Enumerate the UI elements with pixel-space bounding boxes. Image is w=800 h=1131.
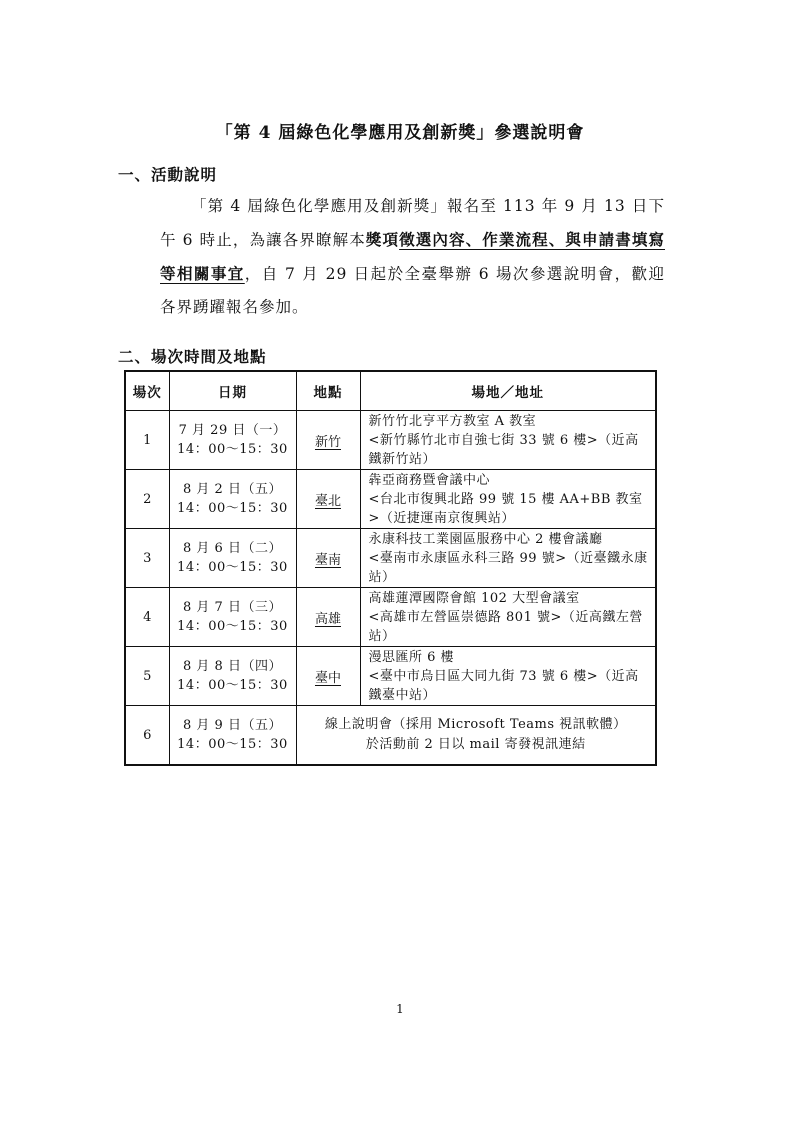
session-datetime (169, 588, 296, 647)
header-city: 地點 (296, 371, 360, 411)
session-date: 8 月 6 日（二） (183, 541, 282, 556)
session-city (296, 411, 360, 470)
session-venue (360, 411, 656, 470)
session-date: 8 月 8 日（四） (183, 659, 282, 674)
description-text-a: 「第 4 屆綠色化學應用及創新獎」報名至 113 年 9 月 13 日下午 6 時止，為讓各界瞭解本 (160, 197, 665, 249)
table-row (125, 588, 656, 647)
session-datetime (169, 411, 296, 470)
session-datetime (169, 529, 296, 588)
city-label: 臺北 (314, 493, 341, 509)
session-number: 2 (125, 470, 169, 529)
description-text-b: ，自 7 月 29 日起於全臺舉辦 6 場次參選說明會，歡迎各界踴躍報名參加。 (160, 265, 665, 316)
session-date: 7 月 29 日（一） (178, 423, 287, 438)
city-label: 臺中 (314, 670, 341, 686)
session-number: 6 (125, 706, 169, 766)
session-time: 14：00～15：30 (177, 560, 288, 575)
session-date: 8 月 2 日（五） (183, 482, 282, 497)
session-datetime (169, 470, 296, 529)
session-datetime (169, 647, 296, 706)
table-row-online (125, 706, 656, 766)
venue-name: 高雄蓮潭國際會館 102 大型會議室 (368, 590, 580, 606)
venue-name: 新竹竹北亨平方教室 A 教室 (368, 413, 537, 429)
session-venue (360, 470, 656, 529)
table-row (125, 411, 656, 470)
session-venue (360, 588, 656, 647)
page-title: 「第 4 屆綠色化學應用及創新獎」參選說明會 (215, 123, 585, 143)
table-row (125, 529, 656, 588)
session-city (296, 470, 360, 529)
online-line-2: 於活動前 2 日以 mail 寄發視訊連結 (365, 737, 586, 752)
activity-description (160, 190, 665, 324)
table-row (125, 647, 656, 706)
venue-address: <高雄市左營區崇德路 801 號>（近高鐵左營站） (368, 609, 643, 644)
table-header-row (125, 371, 656, 411)
session-city (296, 529, 360, 588)
header-venue: 場地／地址 (360, 371, 656, 411)
header-date: 日期 (169, 371, 296, 411)
session-time: 14：00～15：30 (177, 678, 288, 693)
session-time: 14：00～15：30 (177, 619, 288, 634)
section-heading-activity: 一、活動說明 (118, 165, 218, 184)
venue-address: <臺南市永康區永科三路 99 號>（近臺鐵永康站） (368, 550, 648, 585)
online-session-info (296, 706, 656, 766)
description-bold-underlined: 徵選內容、作業流程、與申請書填寫等相關事宜 (160, 230, 665, 283)
session-number: 4 (125, 588, 169, 647)
description-bold: 獎項 (365, 230, 400, 249)
session-number: 3 (125, 529, 169, 588)
section-heading-schedule: 二、場次時間及地點 (118, 347, 267, 366)
session-time: 14：00～15：30 (177, 501, 288, 516)
session-venue (360, 647, 656, 706)
session-city (296, 588, 360, 647)
venue-address: <新竹縣竹北市自強七街 33 號 6 樓>（近高鐵新竹站） (368, 432, 639, 467)
city-label: 臺南 (314, 552, 341, 568)
session-date: 8 月 9 日（五） (183, 718, 282, 733)
session-number: 1 (125, 411, 169, 470)
session-time: 14：00～15：30 (177, 737, 288, 752)
venue-address: <臺中市烏日區大同九街 73 號 6 樓>（近高鐵臺中站） (368, 668, 639, 703)
table-row (125, 470, 656, 529)
venue-name: 永康科技工業園區服務中心 2 樓會議廳 (368, 531, 603, 547)
city-label: 新竹 (314, 434, 341, 450)
schedule-table (124, 370, 657, 766)
online-line-1: 線上說明會（採用 Microsoft Teams 視訊軟體） (324, 717, 627, 732)
session-city (296, 647, 360, 706)
venue-address: <台北市復興北路 99 號 15 樓 AA+BB 教室>（近捷運南京復興站） (368, 491, 643, 526)
session-time: 14：00～15：30 (177, 442, 288, 457)
session-datetime (169, 706, 296, 766)
session-number: 5 (125, 647, 169, 706)
page-number: 1 (396, 1002, 404, 1016)
session-date: 8 月 7 日（三） (183, 600, 282, 615)
venue-name: 犇亞商務暨會議中心 (368, 472, 491, 488)
session-venue (360, 529, 656, 588)
venue-name: 漫思匯所 6 樓 (368, 649, 455, 665)
city-label: 高雄 (314, 611, 341, 627)
header-session: 場次 (125, 371, 169, 411)
